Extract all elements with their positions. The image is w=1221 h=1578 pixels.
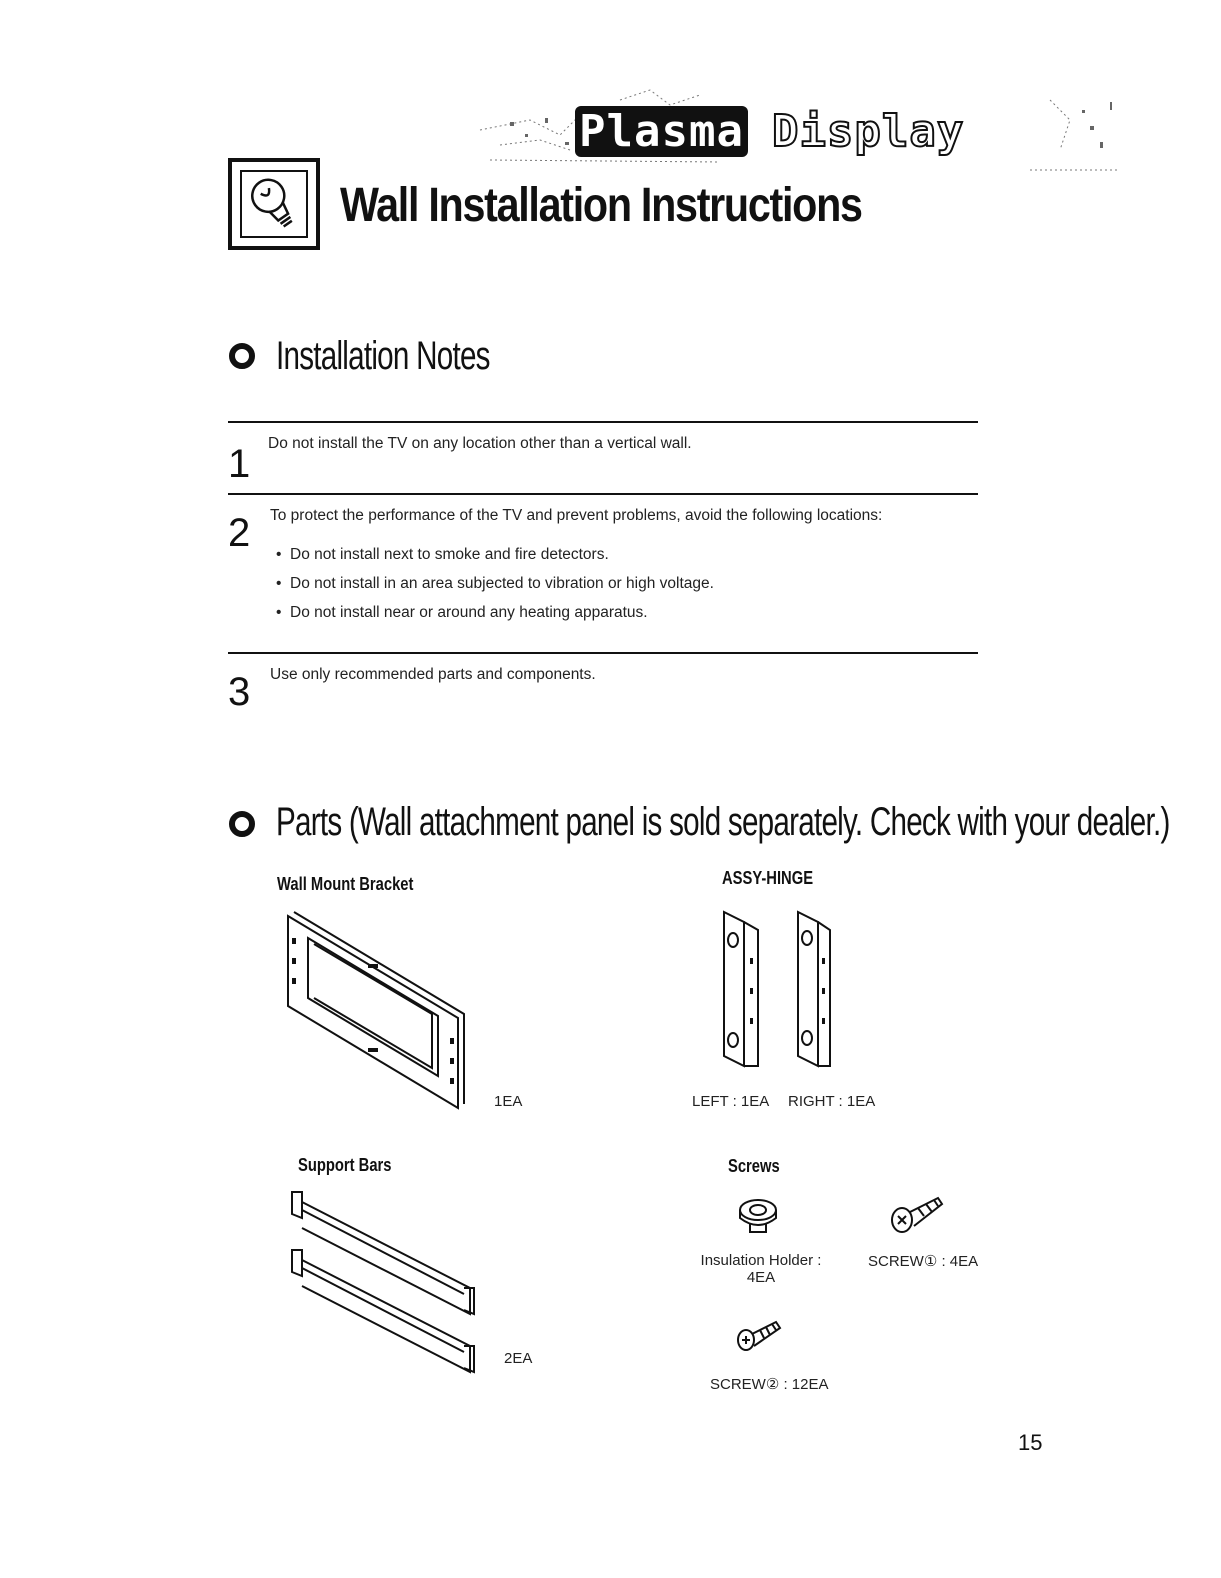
insulation-holder-qty: Insulation Holder : 4EA <box>700 1252 822 1286</box>
divider <box>228 652 978 654</box>
divider <box>228 493 978 495</box>
wall-mount-bracket-label: Wall Mount Bracket <box>277 874 414 894</box>
assy-hinge-illustration <box>718 908 838 1068</box>
section-bullet-icon <box>229 343 255 369</box>
lightbulb-icon <box>228 158 320 250</box>
installation-notes-heading: Installation Notes <box>276 334 490 378</box>
screw-2-icon <box>734 1318 784 1354</box>
list-item: • Do not install near or around any heating apparatus. <box>276 604 648 621</box>
note-text: To protect the performance of the TV and prevent problems, avoid the following locations: <box>270 507 883 524</box>
screw-1-icon <box>888 1194 948 1234</box>
support-bars-qty: 2EA <box>504 1350 533 1367</box>
wall-mount-bracket-illustration <box>278 908 468 1108</box>
brand-word-plasma: Plasma <box>575 106 748 157</box>
screw-1-qty: SCREW① : 4EA <box>868 1253 979 1270</box>
note-number: 3 <box>228 670 251 714</box>
brand-word-display: Display <box>771 106 965 157</box>
note-number: 1 <box>228 442 251 486</box>
parts-heading: Parts (Wall attachment panel is sold separately. Check with your dealer.) <box>276 800 1170 844</box>
insulation-holder-icon <box>734 1196 782 1236</box>
note-number: 2 <box>228 511 251 555</box>
note-text: Use only recommended parts and components. <box>270 666 596 683</box>
page-number: 15 <box>1018 1430 1043 1455</box>
screws-label: Screws <box>728 1156 780 1176</box>
assy-hinge-right-qty: RIGHT : 1EA <box>788 1093 876 1110</box>
wall-mount-bracket-qty: 1EA <box>494 1093 523 1110</box>
divider <box>228 421 978 423</box>
list-item: • Do not install in an area subjected to vibration or high voltage. <box>276 575 714 592</box>
note-text: Do not install the TV on any location other than a vertical wall. <box>268 435 692 452</box>
support-bars-illustration <box>288 1188 488 1388</box>
assy-hinge-left-qty: LEFT : 1EA <box>692 1093 770 1110</box>
brand-wordmark <box>575 106 964 157</box>
assy-hinge-label: ASSY-HINGE <box>722 868 814 888</box>
support-bars-label: Support Bars <box>298 1155 392 1175</box>
section-bullet-icon <box>229 811 255 837</box>
screw-2-qty: SCREW② : 12EA <box>710 1376 829 1393</box>
list-item: • Do not install next to smoke and fire detectors. <box>276 546 609 563</box>
page-title: Wall Installation Instructions <box>340 179 862 232</box>
